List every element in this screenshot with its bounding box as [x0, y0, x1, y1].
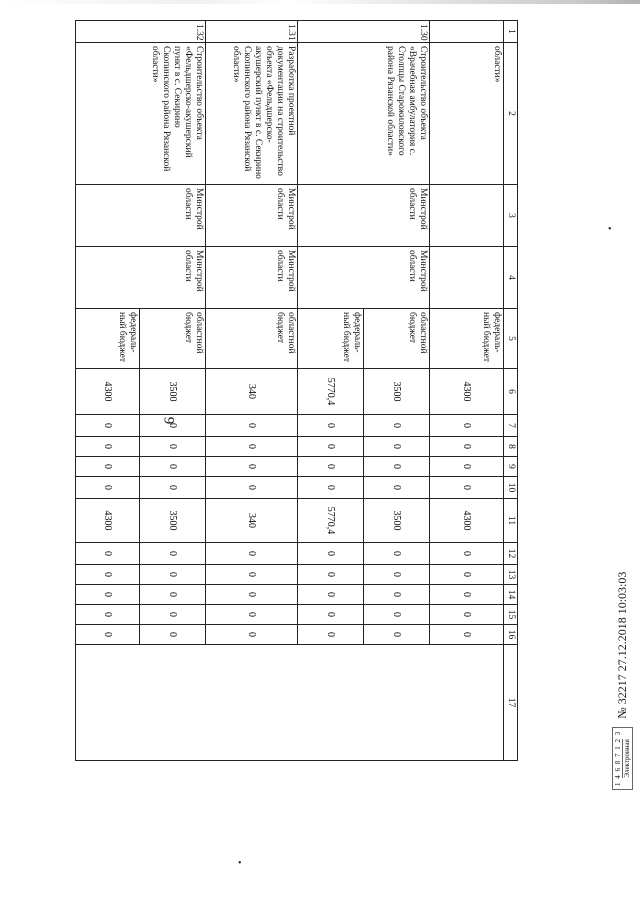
row-number: [430, 21, 504, 43]
row-source: федераль-ный бюджет: [76, 309, 140, 369]
row-customer: Минстрой области: [364, 247, 430, 309]
cell-10: 0: [298, 477, 364, 499]
cell-16: 0: [298, 625, 364, 645]
cell-10: 0: [76, 477, 140, 499]
cell-7: 0: [430, 415, 504, 437]
col-num-10: 10: [504, 477, 518, 499]
registration-stamp: [607, 520, 637, 790]
cell-13: 0: [364, 565, 430, 585]
row-total: 5770,4: [298, 369, 364, 415]
cell-9: 0: [298, 457, 364, 477]
cell-9: 0: [76, 457, 140, 477]
row-number: 1.31: [206, 21, 298, 43]
cell-16: 0: [206, 625, 298, 645]
row-executor: [298, 185, 364, 247]
cell-13: 0: [76, 565, 140, 585]
row-customer: [298, 247, 364, 309]
cell-13: 0: [298, 565, 364, 585]
table-row: [430, 21, 504, 761]
cell-8: 0: [364, 437, 430, 457]
row-executor: Минстрой области: [206, 185, 298, 247]
col-num-2: 2: [504, 43, 518, 185]
row-name: Строительство объекта «Фельдшерско-акушерский пункт в с. Секирино Скопинского района Рязанской области»: [140, 43, 206, 185]
row-source: федераль-ный бюджет: [298, 309, 364, 369]
col-num-14: 14: [504, 585, 518, 605]
cell-14: 0: [430, 585, 504, 605]
cell-13: 0: [430, 565, 504, 585]
row-customer: Минстрой области: [206, 247, 298, 309]
cell-15: 0: [140, 605, 206, 625]
row-total: 340: [206, 369, 298, 415]
rotated-table-wrapper: [78, 20, 518, 708]
row-number: [298, 21, 364, 43]
cell-15: 0: [206, 605, 298, 625]
cell-13: 0: [206, 565, 298, 585]
col-num-7: 7: [504, 415, 518, 437]
cell-15: 0: [364, 605, 430, 625]
col-num-12: 12: [504, 543, 518, 565]
cell-10: 0: [364, 477, 430, 499]
row-executor: Минстрой области: [364, 185, 430, 247]
cell-15: 0: [76, 605, 140, 625]
cell-16: 0: [140, 625, 206, 645]
cell-8: 0: [430, 437, 504, 457]
cell-11: 4300: [430, 499, 504, 543]
cell-9: 0: [364, 457, 430, 477]
cell-16: 0: [364, 625, 430, 645]
cell-14: 0: [206, 585, 298, 605]
row-name: [298, 43, 364, 185]
cell-9: 0: [430, 457, 504, 477]
cell-11: 5770,4: [298, 499, 364, 543]
row-number: 1.30: [364, 21, 430, 43]
row-customer: Минстрой области: [140, 247, 206, 309]
cell-9: 0: [140, 457, 206, 477]
budget-table: [75, 20, 518, 761]
col-17-cell: [76, 645, 504, 761]
cell-10: 0: [206, 477, 298, 499]
cell-12: 0: [206, 543, 298, 565]
cell-12: 0: [140, 543, 206, 565]
row-customer: [76, 247, 140, 309]
cell-11: 340: [206, 499, 298, 543]
cell-8: 0: [206, 437, 298, 457]
col-num-1: 1: [504, 21, 518, 43]
cell-11: 3500: [364, 499, 430, 543]
cell-15: 0: [430, 605, 504, 625]
cell-11: 4300: [76, 499, 140, 543]
row-number: [76, 21, 140, 43]
row-executor: [430, 185, 504, 247]
cell-12: 0: [76, 543, 140, 565]
cell-14: 0: [76, 585, 140, 605]
col-num-15: 15: [504, 605, 518, 625]
col-num-13: 13: [504, 565, 518, 585]
row-source: областной бюджет: [364, 309, 430, 369]
cell-12: 0: [298, 543, 364, 565]
cell-16: 0: [76, 625, 140, 645]
row-total: 3500: [364, 369, 430, 415]
col-num-11: 11: [504, 499, 518, 543]
row-total: 3500: [140, 369, 206, 415]
cell-7: 0: [76, 415, 140, 437]
row-executor: Минстрой области: [140, 185, 206, 247]
cell-10: 0: [430, 477, 504, 499]
row-name: области»: [430, 43, 504, 185]
cell-12: 0: [430, 543, 504, 565]
stamp-code: 1 4 6 8 7 1 2 3: [613, 730, 622, 786]
cell-10: 0: [140, 477, 206, 499]
row-source: областной бюджет: [140, 309, 206, 369]
row-name: Строительство объекта «Врачебная амбулатория с. Столпцы Старожиловского района Рязанской области»: [364, 43, 430, 185]
col-num-16: 16: [504, 625, 518, 645]
margin-mark: •: [608, 224, 612, 235]
col-num-6: 6: [504, 369, 518, 415]
cell-8: 0: [298, 437, 364, 457]
col-num-3: 3: [504, 185, 518, 247]
cell-7: 0: [364, 415, 430, 437]
row-source: областной бюджет: [206, 309, 298, 369]
row-name: [76, 43, 140, 185]
col-num-8: 8: [504, 437, 518, 457]
stamp-box: [612, 727, 633, 790]
row-total: 4300: [76, 369, 140, 415]
page-number: 9: [160, 416, 177, 425]
row-total: 4300: [430, 369, 504, 415]
registration-text: № 32217 27.12.2018 10:03:03: [614, 571, 629, 719]
stamp-label: Электронная: [622, 739, 631, 778]
cell-7: 0: [206, 415, 298, 437]
cell-12: 0: [364, 543, 430, 565]
col-num-17: 17: [504, 645, 518, 761]
cell-13: 0: [140, 565, 206, 585]
row-source: федераль-ный бюджет: [430, 309, 504, 369]
row-executor: [76, 185, 140, 247]
row-name: Разработка проектной документации на строительство объекта «Фельдшерско-акушерский пункт в с. Секирино Скопинского района Рязанской области»: [206, 43, 298, 185]
scan-edge-artifact: [0, 0, 640, 4]
cell-7: 0: [140, 415, 206, 437]
cell-11: 3500: [140, 499, 206, 543]
col-num-9: 9: [504, 457, 518, 477]
cell-9: 0: [206, 457, 298, 477]
cell-14: 0: [140, 585, 206, 605]
cell-14: 0: [298, 585, 364, 605]
row-number: 1.32: [140, 21, 206, 43]
cell-16: 0: [430, 625, 504, 645]
column-numbers-row: [504, 21, 518, 761]
cell-14: 0: [364, 585, 430, 605]
margin-dot: •: [238, 858, 242, 869]
col-num-4: 4: [504, 247, 518, 309]
cell-15: 0: [298, 605, 364, 625]
cell-8: 0: [140, 437, 206, 457]
cell-7: 0: [298, 415, 364, 437]
col-num-5: 5: [504, 309, 518, 369]
row-customer: [430, 247, 504, 309]
cell-8: 0: [76, 437, 140, 457]
